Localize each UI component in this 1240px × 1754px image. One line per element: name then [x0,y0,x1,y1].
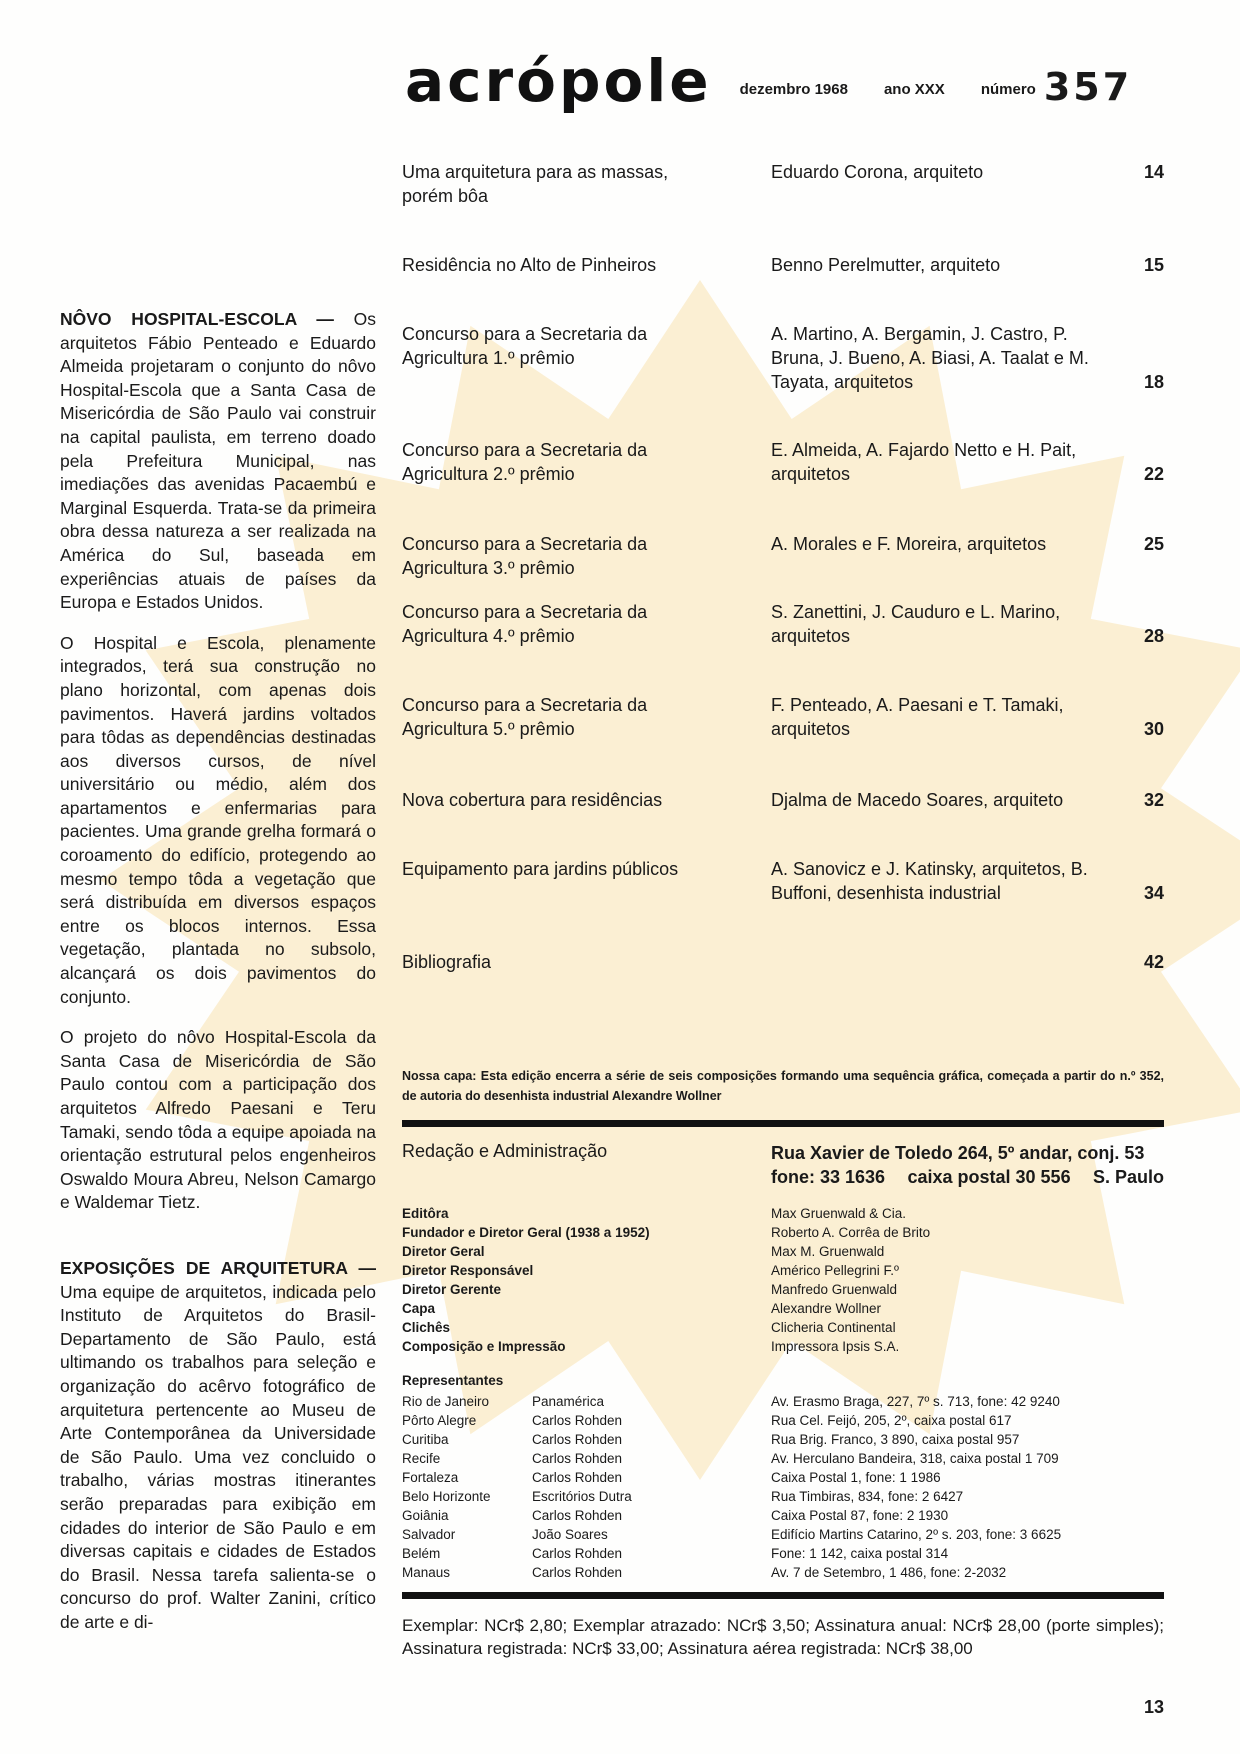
toc-title: Concurso para a Secretaria da Agricultura 2.º prêmio [402,440,648,484]
rep-address: Av. 7 de Setembro, 1 486, fone: 2-2032 [771,1565,1007,1580]
city: S. Paulo [1092,1167,1164,1187]
rep-address: Rua Timbiras, 834, fone: 2 6427 [771,1489,964,1504]
news-hospital-escola [60,308,376,615]
rep-address: Av. Erasmo Braga, 227, 7º s. 713, fone: 42 9240 [771,1394,1060,1409]
left-column-articles [60,308,376,1651]
toc-title: Concurso para a Secretaria da Agricultura 1.º prêmio [402,324,648,368]
staff-name: Max Gruenwald & Cia. [771,1206,907,1221]
rep-agent: João Soares [532,1527,608,1542]
rep-city: Belo Horizonte [402,1489,491,1504]
rep-agent: Panamérica [532,1394,605,1409]
rep-agent: Escritórios Dutra [532,1489,632,1504]
staff-name: Impressora Ipsis S.A. [771,1339,900,1354]
issue-date: dezembro 1968 [739,81,848,98]
staff-role: Fundador e Diretor Geral (1938 a 1952) [402,1225,650,1240]
toc-page-number: 34 [1143,883,1164,903]
toc-title: Equipamento para jardins públicos [402,859,679,879]
rep-address: Fone: 1 142, caixa postal 314 [771,1546,949,1561]
staff-role: Diretor Geral [402,1244,485,1259]
news-body: Os arquitetos Fábio Penteado e Eduardo Almeida projetaram o conjunto do nôvo Hospital-Escola que a Santa Casa de Misericórdia de São Paulo vai construir na capital paulista, em terreno doado pela Prefeitura Municipal, nas imediações das avenidas Pacaembú e Marginal Esquerda. Trata-se da primeira obra dessa natureza a ser realizada na América do Sul, baseada em experiências atuais de países da Europa e Estados Unidos. [60,309,376,613]
rep-address: Rua Brig. Franco, 3 890, caixa postal 957 [771,1432,1020,1447]
news-paragraph: O projeto do nôvo Hospital-Escola da Santa Casa de Misericórdia de São Paulo contou com a participação dos arquitetos Alfredo Paesani e Teru Tamaki, sendo tôda a equipe apoiada na orientação estrutural pelos engenheiros Oswaldo Moura Abreu, Nelson Camargo e Waldemar Tietz. [60,1027,376,1213]
toc-page-number: 14 [1143,162,1164,182]
toc-title: Bibliografia [402,952,492,972]
toc-author: F. Penteado, A. Paesani e T. Tamaki, arquitetos [771,695,1064,739]
rep-address: Rua Cel. Feijó, 205, 2º, caixa postal 617 [771,1413,1012,1428]
toc-title: Nova cobertura para residências [402,790,663,810]
issue-year: ano XXX [883,81,945,98]
toc-author: Djalma de Macedo Soares, arquiteto [771,790,1064,810]
news-paragraph: O Hospital e Escola, plenamente integrados, terá sua construção no plano horizontal, com apenas dois pavimentos. Haverá jardins voltados para tôdas as dependências destinadas aos diversos cursos, de nível universitário ou médio, além dos apartamentos e enfermarias para pacientes. Uma grande grelha formará o coroamento do edifício, protegendo ao mesmo tempo tôda a vegetação que será distribuída em diversos espaços entre os blocos internos. Essa vegetação, plantada no subsolo, alcançará os dois pavimentos do conjunto. [60,632,376,1007]
staff-role: Clichês [402,1320,451,1335]
news-exposicoes [60,1257,376,1635]
rep-address: Caixa Postal 1, fone: 1 1986 [771,1470,941,1485]
staff-name: Manfredo Gruenwald [771,1282,898,1297]
rep-agent: Carlos Rohden [532,1451,623,1466]
staff-name: Alexandre Wollner [771,1301,882,1316]
toc-page-number: 15 [1143,255,1164,275]
rep-city: Goiânia [402,1508,449,1523]
rep-address: Caixa Postal 87, fone: 2 1930 [771,1508,949,1523]
rep-city: Recife [402,1451,441,1466]
toc-page-number: 25 [1143,534,1164,554]
toc-page-number: 32 [1143,790,1164,810]
subscription-prices: Exemplar: NCr$ 2,80; Exemplar atrazado: NCr$ 3,50; Assinatura anual: NCr$ 28,00 (porte simples); Assinatura registrada: NCr$ 33,00; Assinatura aérea registrada: NCr$ 38,00 [402,1616,1164,1658]
news-heading: EXPOSIÇÕES DE ARQUITETURA — [60,1257,376,1278]
staff-roles [402,1204,650,1356]
toc-title: Concurso para a Secretaria da Agricultura 3.º prêmio [402,534,648,578]
toc-author: A. Sanovicz e J. Katinsky, arquitetos, B. Buffoni, desenhista industrial [771,859,1088,903]
rep-city: Manaus [402,1565,451,1580]
toc-page-number: 22 [1143,464,1164,484]
rep-agent: Carlos Rohden [532,1432,623,1447]
toc-author: A. Morales e F. Moreira, arquitetos [771,534,1047,554]
toc-author: Eduardo Corona, arquiteto [771,162,984,182]
toc-page-number: 18 [1143,372,1164,392]
rep-agent: Carlos Rohden [532,1508,623,1523]
toc-title: Concurso para a Secretaria da Agricultura 5.º prêmio [402,695,648,739]
staff-role: Diretor Gerente [402,1282,502,1297]
editorial-label: Redação e Administração [402,1141,608,1161]
po-box: caixa postal 30 556 [907,1167,1071,1187]
divider-rule [402,1592,1164,1599]
toc-title: Residência no Alto de Pinheiros [402,255,657,275]
toc-page-number: 42 [1143,952,1164,972]
staff-name: Roberto A. Corrêa de Brito [771,1225,931,1240]
toc-title: Uma arquitetura para as massas, porém bôa [402,162,669,206]
toc-page-number: 30 [1143,719,1164,739]
rep-agent: Carlos Rohden [532,1565,623,1580]
toc-author: E. Almeida, A. Fajardo Netto e H. Pait, arquitetos [771,440,1077,484]
editorial-address [771,1141,1164,1189]
toc-page-number: 28 [1143,626,1164,646]
rep-city: Salvador [402,1527,456,1542]
address-line: Rua Xavier de Toledo 264, 5º andar, conj. 53 [771,1143,1145,1163]
rep-city: Pôrto Alegre [402,1413,477,1428]
representatives-heading: Representantes [402,1373,504,1388]
issue-number-label: número [980,81,1036,98]
staff-role: Diretor Responsável [402,1263,534,1278]
rep-agent: Carlos Rohden [532,1413,623,1428]
rep-agent: Carlos Rohden [532,1546,623,1561]
page-number: 13 [1143,1697,1164,1717]
staff-names [771,1204,930,1356]
rep-agent: Carlos Rohden [532,1470,623,1485]
staff-role: Editôra [402,1206,449,1221]
cover-note: Nossa capa: Esta edição encerra a série de seis composições formando uma sequência gráfica, começada a partir do n.º 352, de autoria do desenhista industrial Alexandre Wollner [402,1069,1164,1103]
toc-author: S. Zanettini, J. Cauduro e L. Marino, arquitetos [771,602,1061,646]
divider-rule [402,1120,1164,1127]
staff-role: Capa [402,1301,436,1316]
masthead-header [405,40,1165,115]
staff-name: Clicheria Continental [771,1320,896,1335]
news-heading: NÔVO HOSPITAL-ESCOLA — [60,309,334,329]
rep-address: Av. Herculano Bandeira, 318, caixa postal 1 709 [771,1451,1059,1466]
toc-author: A. Martino, A. Bergamin, J. Castro, P. Bruna, J. Bueno, A. Biasi, A. Taalat e M. Tayata, arquitetos [771,324,1089,392]
phone: fone: 33 1636 [771,1167,886,1187]
toc-title: Concurso para a Secretaria da Agricultura 4.º prêmio [402,602,648,646]
news-body: Uma equipe de arquitetos, indicada pelo Instituto de Arquitetos do Brasil-Departamento de São Paulo, está ultimando os trabalhos para seleção e organização do acêrvo fotográfico de arquitetura pertencente ao Museu de Arte Contemporânea da Universidade de São Paulo. Uma vez concluido o trabalho, várias mostras itinerantes serão preparadas para exibição em cidades do interior de São Paulo e em diversas capitais e cidades de Estados do Brasil. Nessa tarefa salienta-se o concurso do prof. Walter Zanini, crítico de arte e di- [60,1281,376,1632]
rep-city: Curitiba [402,1432,449,1447]
rep-address: Edifício Martins Catarino, 2º s. 203, fone: 3 6625 [771,1527,1062,1542]
rep-city: Rio de Janeiro [402,1394,490,1409]
staff-role: Composição e Impressão [402,1339,566,1354]
rep-city: Belém [402,1546,441,1561]
staff-name: Américo Pellegrini F.º [771,1263,899,1278]
staff-name: Max M. Gruenwald [771,1244,885,1259]
masthead-logo: acrópole [405,47,712,115]
issue-number: 357 [1043,65,1133,109]
toc-author: Benno Perelmutter, arquiteto [771,255,1001,275]
rep-city: Fortaleza [402,1470,459,1485]
